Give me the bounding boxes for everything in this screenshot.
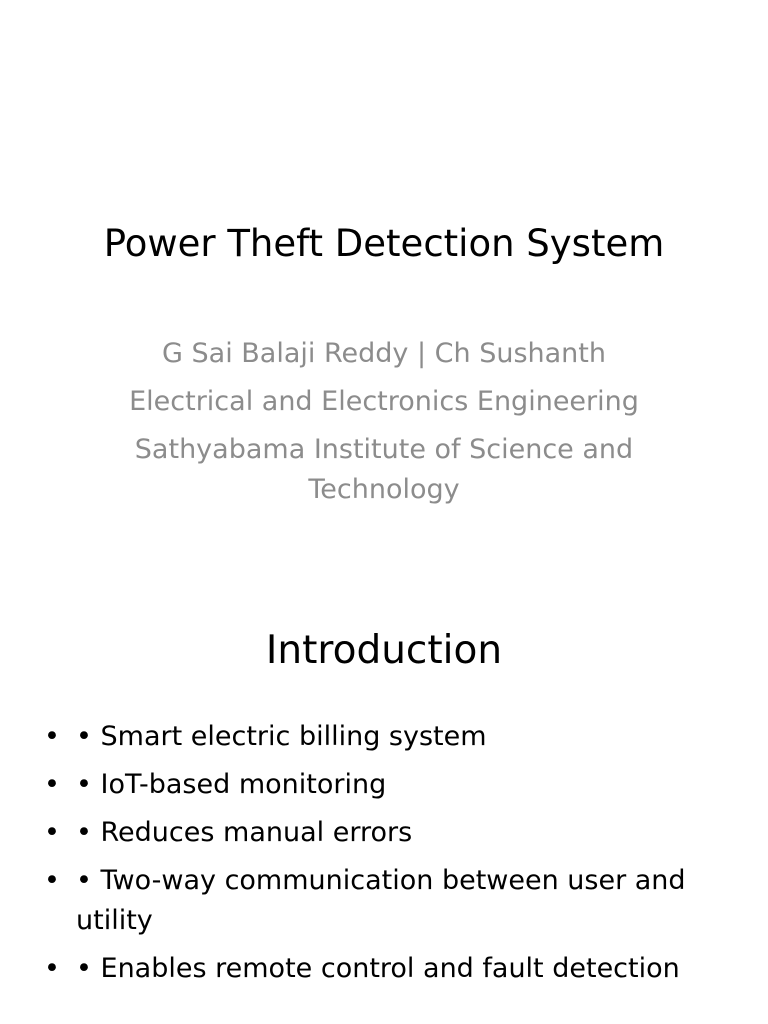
list-item xyxy=(0,765,768,805)
list-item xyxy=(0,717,768,757)
authors-line: G Sai Balaji Reddy | Ch Sushanth xyxy=(162,338,606,369)
bullet-text: • Two-way communication between user and utility xyxy=(76,865,686,936)
bullet-text: • IoT-based monitoring xyxy=(76,769,387,800)
section-title: Introduction xyxy=(265,628,503,673)
bullet-text: • Enables remote control and fault detection xyxy=(76,953,680,984)
bullet-text: • Reduces manual errors xyxy=(76,817,413,848)
institution-line: Sathyabama Institute of Science and Technology xyxy=(134,434,634,505)
bullet-marker: • xyxy=(44,769,60,800)
bullet-text: • Smart electric billing system xyxy=(76,721,487,752)
bullet-marker: • xyxy=(44,865,60,896)
bullet-marker: • xyxy=(44,721,60,752)
list-item xyxy=(0,861,768,941)
bullet-marker: • xyxy=(44,817,60,848)
department-line: Electrical and Electronics Engineering xyxy=(129,386,639,417)
list-item xyxy=(0,949,768,989)
subtitle-block xyxy=(110,334,658,518)
bullet-marker: • xyxy=(44,953,60,984)
bullet-list xyxy=(0,717,768,997)
list-item xyxy=(0,813,768,853)
slide-title: Power Theft Detection System xyxy=(103,222,665,265)
